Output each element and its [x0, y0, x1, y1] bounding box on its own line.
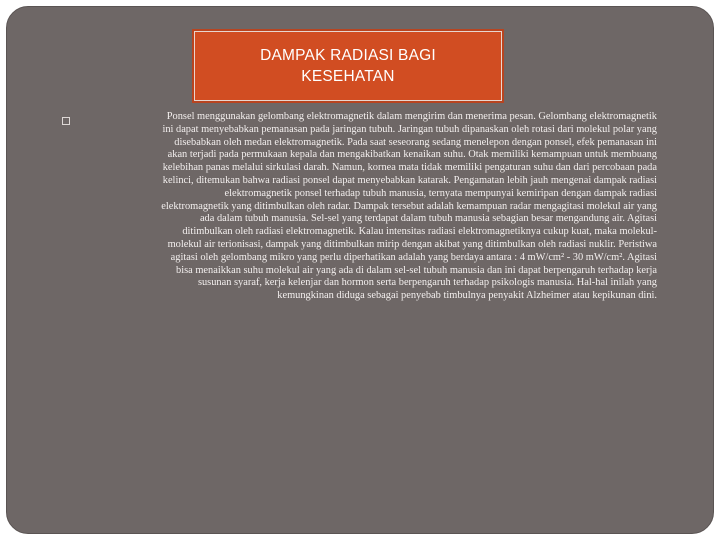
body-line: Ponsel menggunakan gelombang elektromagnetik dalam mengirim dan menerima pesan. Gelombang elektromagnetik: [166, 111, 657, 122]
body-line: ini dapat menyebabkan pemanasan pada jaringan tubuh. Jaringan tubuh dipanaskan oleh rotasi dari molekul polar yang: [162, 123, 657, 135]
body-line: bisa menaikkan suhu molekul air yang ada di dalam sel-sel tubuh manusia dan ini dapat berpengaruh terhadap kerja: [176, 264, 657, 276]
body-line: kelinci, ditemukan bahwa radiasi ponsel dapat menyebabkan katarak. Pengamatan lebih jauh mengenai dampak radiasi: [162, 174, 657, 186]
body-line: elektromagnetik ponsel terhadap tubuh manusia, ternyata mempunyai kemiripan dengan dampak radiasi: [224, 187, 657, 199]
slide-title: [260, 45, 436, 87]
body-line: kemungkinan diduga sebagai penyebab timbulnya penyakit Alzheimer atau kepikunan dini.: [277, 290, 657, 302]
body-line: ada dalam tubuh manusia. Sel-sel yang terdapat dalam tubuh manusia sebagian besar mengandung air. Agitasi: [199, 213, 657, 225]
body-line: agitasi oleh gelombang mikro yang perlu diperhatikan adalah yang berdaya antara : 4 mW/cm² - 30 mW/cm². Agitasi: [170, 251, 657, 263]
body-line: susunan syaraf, kerja kelenjar dan hormon serta berpengaruh terhadap psikologis manusia. Hal-hal inilah yang: [197, 277, 657, 289]
body-line: kelebihan panas melalui sirkulasi darah. Namun, kornea mata tidak memiliki pengaturan suhu dan dari percobaan pada: [162, 162, 657, 174]
body-line: akan terjadi pada permukaan kepala dan mengakibatkan kenaikan suhu. Otak memiliki kemampuan untuk membuang: [167, 149, 657, 161]
square-bullet-icon: [62, 117, 70, 125]
title-line-2: KESEHATAN: [301, 68, 395, 85]
body-line: molekul air terionisasi, dampak yang ditimbulkan mirip dengan akibat yang ditimbulkan oleh radiasi nuklir. Peristiwa: [167, 238, 657, 250]
body-paragraph: [75, 111, 657, 303]
body-line: elektromagnetik yang ditimbulkan oleh radar. Dampak tersebut adalah kemampuan radar mengagitasi molekul air yang: [161, 200, 657, 212]
title-box: [194, 31, 502, 101]
title-line-1: DAMPAK RADIASI BAGI: [260, 47, 436, 64]
body-line: ditimbulkan oleh radiasi elektromagnetik. Kalau intensitas radiasi elektromagnetiknya cukup kuat, maka molekul-: [182, 226, 657, 238]
slide: [6, 6, 714, 534]
body-line: disebabkan oleh medan elektromagnetik. Pada saat seseorang sedang menelepon dengan ponsel, efek pemanasan ini: [174, 136, 657, 148]
